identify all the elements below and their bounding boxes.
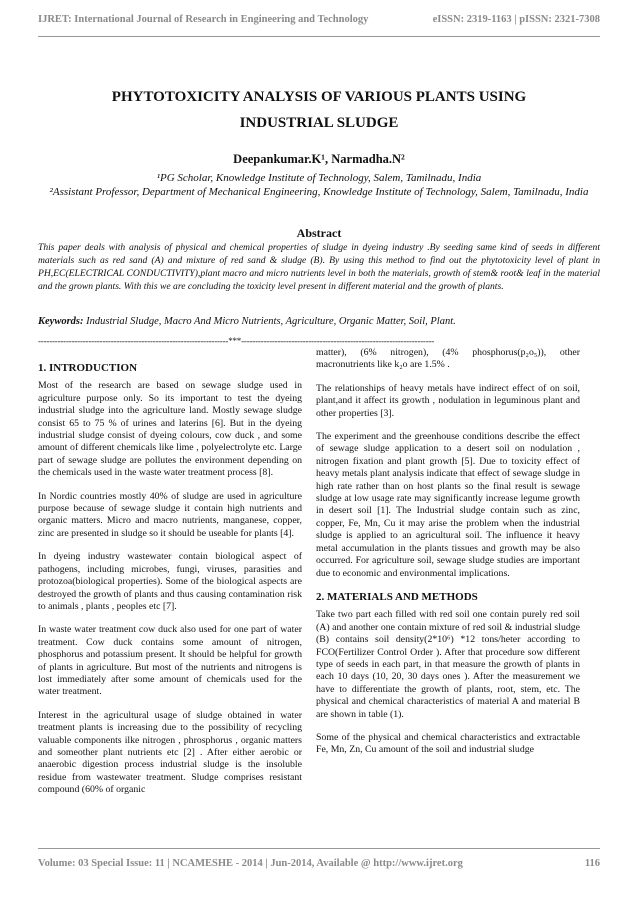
title-line-2: INDUSTRIAL SLUDGE (239, 115, 399, 131)
paragraph: matter), (6% nitrogen), (4% phosphorus(p₂o₅)), other macronutrients like k₂o are 1.5% . (316, 347, 580, 371)
running-footer (38, 858, 600, 869)
affiliations (38, 172, 600, 199)
keywords-label: Keywords: (38, 316, 84, 327)
title-line-1: PHYTOTOXICITY ANALYSIS OF VARIOUS PLANTS USING (111, 89, 527, 105)
paragraph: Some of the physical and chemical characteristics and extractable Fe, Mn, Zn, Cu amount of the soil and industrial sludge (316, 731, 580, 756)
section-heading-materials: 2. MATERIALS AND METHODS (316, 590, 478, 603)
paragraph: In Nordic countries mostly 40% of sludge are used in agriculture purpose because of sewage sludge it contain high nutrients and organic matters. Micro and macro nutrients, manganese, copper, zinc are presented in sludge so it should be useable for plants [4]. (38, 490, 302, 539)
issn: eISSN: 2319-1163 | pISSN: 2321-7308 (432, 14, 600, 25)
footer-rule (38, 848, 600, 849)
paragraph: In dyeing industry wastewater contain biological aspect of pathogens, including microbes, fungi, viruses, parasities and protozoa(biological properties). Some of the biological aspects are destroyed the growth of plants and thus causing contamination risk to animals , plants , peoples etc [7]. (38, 551, 302, 612)
footer-volume-info: Volume: 03 Special Issue: 11 | NCAMESHE - 2014 | Jun-2014, Available @ http://www.ijret.org (38, 858, 463, 869)
abstract-heading: Abstract (296, 226, 342, 240)
paragraph: Most of the research are based on sewage sludge used in agriculture purpose only. So its important to test the dyeing industrial sludge into the agriculture land. Mostly sewage sludge consist 65 to 75 % of urines and laterins [6]. But in the dyeing industrial sludge consist of dyeing colours, cow duck , and some amount of different chemicals like lime , polyelectrolyte etc. Large part of sewage sludge are pollutes the environment depending on the chemicals used in the waste water treatment process [8]. (38, 380, 302, 479)
keywords-text: Industrial Sludge, Macro And Micro Nutrients, Agriculture, Organic Matter, Soil, Plant. (86, 316, 456, 327)
header-rule (38, 36, 600, 37)
affiliation-1: ¹PG Scholar, Knowledge Institute of Technology, Salem, Tamilnadu, India (156, 172, 482, 184)
journal-name: IJRET: International Journal of Research in Engineering and Technology (38, 14, 369, 25)
affiliation-2: ²Assistant Professor, Department of Mechanical Engineering, Knowledge Institute of Technology, Salem, Tamilnadu, India (49, 185, 589, 198)
paper-title (38, 84, 600, 136)
paragraph: Interest in the agricultural usage of sludge obtained in water treatment plants is increasing due to the possibility of recycling valuable components ilke nitrogen , phrosphorus , organic matters and someother plant nutrients etc [2] . After either aerobic or anaerobic digestion process industrial sludge is the insoluble residue from wastewater treatment. Sludge comprises resistant compound (60% of organic (38, 709, 302, 796)
keywords (38, 316, 600, 327)
section-heading-introduction: 1. INTRODUCTION (38, 362, 138, 374)
paragraph: The experiment and the greenhouse conditions describe the effect of sewage sludge application to a desert soil on nodulation , nitrogen fixation and plant growth [5]. Due to toxicity effect of heavy metals plant analysis indicate that effect of sewage sludge in high rate rather than on host plants so the final result is sewage sludge at low usage rate may significantly increase legume growth in desert soil [1]. The Industrial sludge contain such as zinc, copper, Fe, Mn, Cu it may arise the problem when the industrial sludge is applied to an agricultural soil. The influence it heavy metal accumulation in the plants tissues and growth may be also occurred. For agriculture soil, sewage sludge studies are important due to economic and environmental implications. (316, 431, 580, 579)
paragraph: In waste water treatment cow duck also used for one part of water treatment. Cow duck contains some amount of nitrogen, phosphorus and potassium present. It should be helpful for growth of plants in agriculture. But most of the nutrients and nitrogens is lost immediately after some amount of chemicals used for the water treatment. (38, 624, 302, 698)
authors: Deepankumar.K¹, Narmadha.N² (233, 152, 405, 166)
paragraph: Take two part each filled with red soil one contain purely red soil (A) and another one contain mixture of red soil & industrial sludge (B) contains soil density(2*10⁶) *12 tons/heter according to FCO(Fertilizer Control Order ). After that procedure sow different type of seeds in each part, in that measure the growth of plants in each 10 days (10, 20, 30 days ones ). After the measurement we have to differentiate the growth of plants, root, stem, etc. The physical and chemical characteristics of material A and material B are shown in table (1). (316, 609, 580, 720)
page-number: 116 (584, 858, 600, 869)
abstract-text: This paper deals with analysis of physical and chemical properties of sludge in dyeing industry .By seeding same kind of seeds in different materials such as red sand (A) and mixture of red sand & sludge (B). By using this method to find out the phytotoxicity level of plant in PH,EC(ELECTRICAL CONDUCTIVITY),plant macro and micro nutrients level in both the materials, growth of stem& root& leaf in the material and the grown plants. With this we are concluding the toxicity level present in different material and the growth of plants. (38, 242, 600, 292)
running-header (38, 14, 600, 25)
section-separator: --------------------------------------------------------------------***--------------------------------------------------------------------- (38, 336, 435, 346)
right-column (316, 347, 580, 768)
left-column (38, 360, 302, 808)
paragraph: The relationships of heavy metals have indirect effect of on soil, plant,and it affect its growth , nodulation in leguminous plant and other properties [3]. (316, 382, 580, 419)
